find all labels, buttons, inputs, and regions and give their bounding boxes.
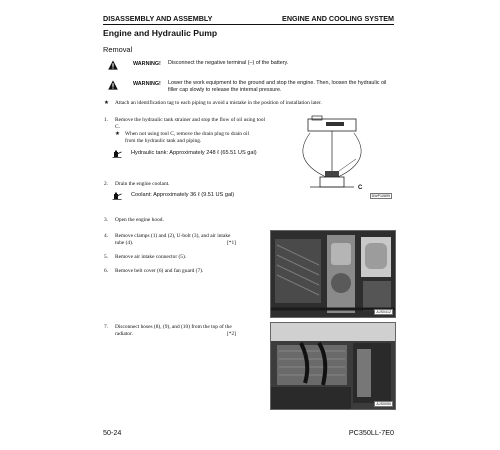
page-header (103, 13, 394, 25)
step-number: 2. (104, 181, 109, 187)
figure-label: AJS0050 (376, 402, 391, 406)
header-section: DISASSEMBLY AND ASSEMBLY (103, 14, 213, 23)
step-text: Drain the engine coolant. (115, 181, 170, 187)
step-number: 4. (104, 233, 109, 239)
warning-text: Disconnect the negative terminal (–) of the battery. (168, 60, 289, 66)
step-number: 1. (104, 117, 109, 123)
tank-strainer-drawing (270, 115, 394, 201)
step-number: 6. (104, 268, 109, 274)
step-text: Remove belt cover (6) and fan guard (7). (115, 268, 204, 274)
step-reference: [*1] (227, 240, 236, 246)
engine-photo (271, 231, 395, 317)
star-icon: ★ (115, 131, 120, 137)
section-subtitle: Removal (103, 45, 133, 54)
step-text: Disconnect hoses (8), (9), and (10) from the top of the radiator. (115, 324, 232, 337)
warning-label: WARNING! (133, 81, 161, 87)
model-code: PC350LL-7E0 (348, 428, 394, 437)
figure-radiator-photo (270, 322, 396, 410)
step-text: Open the engine hood. (115, 217, 164, 223)
figure-label: DWP10899 (371, 194, 390, 198)
oil-can-icon (112, 149, 122, 158)
figure-callout: C (358, 185, 363, 191)
spec-coolant: Coolant: Approximately 36 ℓ (9.51 US gal) (131, 192, 235, 198)
figure-label: AJS0412 (376, 310, 391, 314)
step-note: When not using tool C, remove the drain plug to drain oil from the hydraulic tank and piping. (125, 131, 249, 144)
step-number: 3. (104, 217, 109, 223)
warning-icon (108, 80, 118, 90)
step-text: Remove the hydraulic tank strainer and stop the flow of oil using tool C. (115, 117, 266, 130)
figure-tank-strainer (270, 115, 394, 201)
page-title: Engine and Hydraulic Pump (103, 28, 218, 38)
step-text: Remove clamps (1) and (2), U-bolt (3), and air intake tube (4). (115, 233, 231, 246)
step-number: 7. (104, 324, 109, 330)
note-text: Attach an identification tag to each piping to avoid a mistake in the position of installation later. (115, 100, 322, 106)
header-chapter: ENGINE AND COOLING SYSTEM (282, 14, 394, 23)
warning-label: WARNING! (133, 61, 161, 67)
star-icon: ★ (104, 100, 109, 106)
warning-icon (108, 60, 118, 70)
radiator-photo (271, 323, 395, 409)
figure-engine-photo (270, 230, 396, 318)
step-text: Remove air intake connector (5). (115, 254, 187, 260)
coolant-can-icon (112, 191, 122, 200)
page-number: 50-24 (103, 428, 122, 437)
step-number: 5. (104, 254, 109, 260)
step-reference: [*2] (227, 331, 236, 337)
warning-text: Lower the work equipment to the ground and stop the engine. Then, loosen the hydraulic oil filler cap slowly to release the internal pressure. (168, 80, 387, 93)
spec-hydraulic: Hydraulic tank: Approximately 248 ℓ (65.51 US gal) (131, 150, 257, 156)
